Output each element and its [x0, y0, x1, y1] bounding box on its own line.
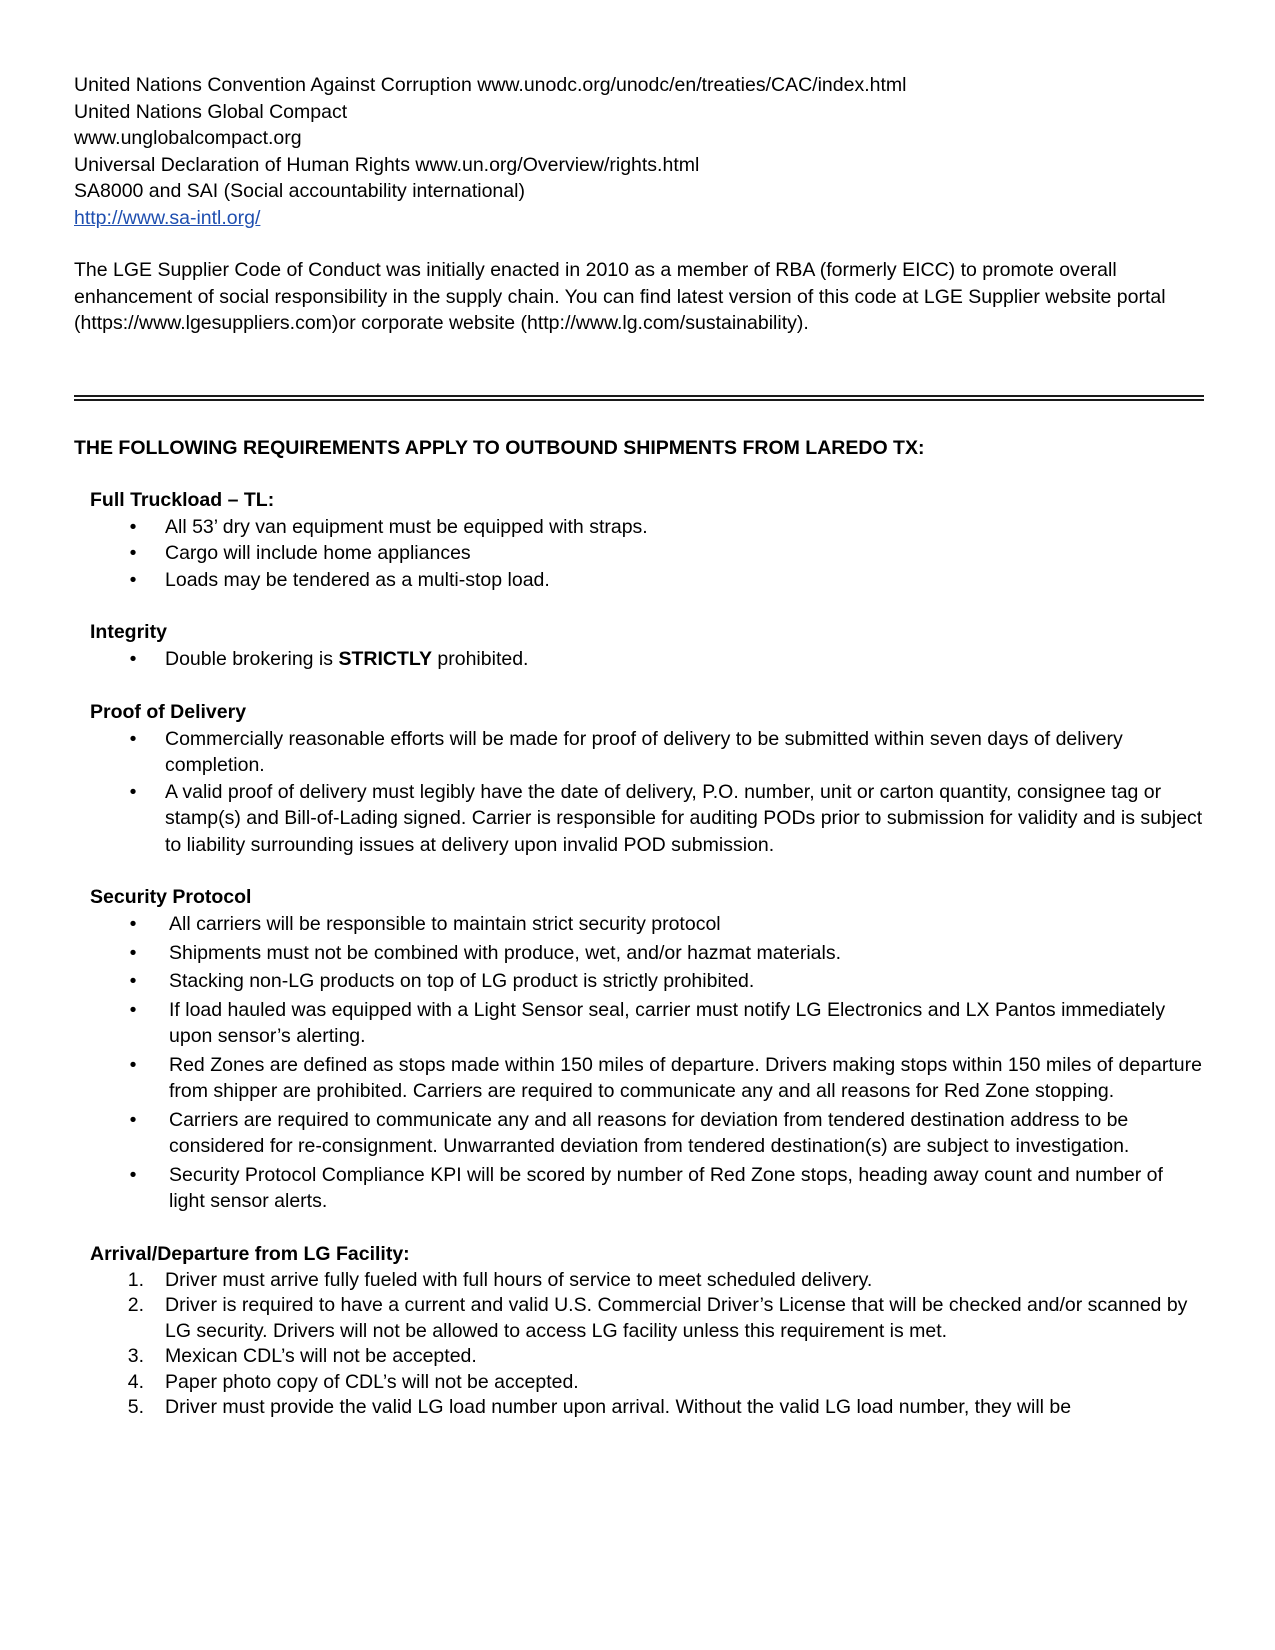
truckload-title: Full Truckload – TL: [90, 488, 275, 511]
references-block [74, 72, 1204, 231]
list-item: • A valid proof of delivery must legibly have the date of delivery, P.O. number, unit or carton quantity, consignee tag or stamp(s) and Bill-of-Lading signed. Carrier is responsible for auditing PODs prior to submission for validity and is subject to liability surrounding issues at delivery upon invalid POD submission. [74, 779, 1204, 859]
list-item: • Red Zones are defined as stops made within 150 miles of departure. Drivers making stops within 150 miles of departure from shipper are prohibited. Carriers are required to communicate any and all reasons for Red Zone stopping. [74, 1052, 1204, 1105]
list-item: • Loads may be tendered as a multi-stop load. [74, 567, 1204, 594]
section-arrival-departure [74, 1241, 1204, 1421]
integrity-list [74, 646, 1204, 673]
section-integrity [74, 619, 1204, 673]
bullet-icon: • [129, 727, 137, 750]
list-item: • Commercially reasonable efforts will be made for proof of delivery to be submitted within seven days of delivery completion. [74, 726, 1204, 779]
list-number: 4. [127, 1370, 144, 1393]
sa-intl-link[interactable]: http://www.sa-intl.org/ [74, 206, 261, 229]
requirements-heading: THE FOLLOWING REQUIREMENTS APPLY TO OUTBOUND SHIPMENTS FROM LAREDO TX: [74, 436, 925, 459]
intro-paragraph: The LGE Supplier Code of Conduct was initially enacted in 2010 as a member of RBA (formerly EICC) to promote overall enhancement of social responsibility in the supply chain. You can find latest version of this code at LGE Supplier website portal (https://www.lgesuppliers.com)or corporate website (http://www.lg.com/sustainability). [74, 259, 1166, 334]
list-number: 3. [127, 1345, 144, 1367]
section-divider [74, 395, 1204, 401]
section-truckload [74, 487, 1204, 594]
bullet-icon: • [129, 542, 137, 564]
list-item: • All carriers will be responsible to maintain strict security protocol [74, 911, 1204, 938]
security-title: Security Protocol [90, 886, 252, 908]
list-item: • Stacking non-LG products on top of LG product is strictly prohibited. [74, 968, 1204, 995]
reference-sa8000: SA8000 and SAI (Social accountability international) [74, 180, 525, 202]
bullet-icon: • [129, 568, 137, 591]
bullet-icon: • [129, 1163, 137, 1186]
bullet-icon: • [129, 515, 137, 538]
truckload-list [74, 514, 1204, 594]
bullet-icon: • [129, 998, 137, 1021]
document-page [74, 72, 1204, 1421]
arrival-title: Arrival/Departure from LG Facility: [90, 1242, 410, 1265]
integrity-title: Integrity [90, 621, 167, 643]
list-item: 5. Driver must provide the valid LG load number upon arrival. Without the valid LG load number, they will be [74, 1395, 1204, 1421]
bullet-icon: • [129, 780, 137, 803]
list-item: 3. Mexican CDL’s will not be accepted. [74, 1344, 1204, 1370]
pod-list [74, 726, 1204, 859]
list-item: 1. Driver must arrive fully fueled with full hours of service to meet scheduled delivery. [74, 1268, 1204, 1294]
bullet-icon: • [129, 941, 137, 964]
arrival-list [74, 1268, 1204, 1421]
bullet-icon: • [129, 970, 137, 992]
list-item: • If load hauled was equipped with a Light Sensor seal, carrier must notify LG Electronics and LX Pantos immediately upon sensor’s alerting. [74, 997, 1204, 1050]
pod-title: Proof of Delivery [90, 700, 247, 723]
bullet-icon: • [129, 913, 137, 935]
list-item: • Shipments must not be combined with produce, wet, and/or hazmat materials. [74, 940, 1204, 967]
bullet-icon: • [129, 648, 137, 670]
list-item: • Security Protocol Compliance KPI will be scored by number of Red Zone stops, heading away count and number of light sensor alerts. [74, 1162, 1204, 1215]
bullet-icon: • [129, 1053, 137, 1076]
bullet-icon: • [129, 1108, 137, 1131]
list-item: 2. Driver is required to have a current and valid U.S. Commercial Driver’s License that will be checked and/or scanned by LG security. Drivers will not be allowed to access LG facility unless this requirement is met. [74, 1293, 1204, 1344]
section-proof-of-delivery [74, 699, 1204, 859]
list-number: 2. [127, 1294, 144, 1316]
reference-global-compact-url: www.unglobalcompact.org [74, 127, 302, 149]
list-item: • All 53’ dry van equipment must be equipped with straps. [74, 514, 1204, 541]
section-security-protocol [74, 884, 1204, 1215]
list-item: • Cargo will include home appliances [74, 540, 1204, 567]
list-number: 5. [127, 1396, 144, 1418]
list-number: 1. [127, 1268, 144, 1291]
reference-unodc: United Nations Convention Against Corruption www.unodc.org/unodc/en/treaties/CAC/index.html [74, 74, 907, 96]
list-item: 4. Paper photo copy of CDL’s will not be accepted. [74, 1370, 1204, 1396]
emphasis-text: STRICTLY [338, 648, 432, 670]
list-item: • Double brokering is STRICTLY prohibited. [74, 646, 1204, 673]
reference-global-compact: United Nations Global Compact [74, 100, 348, 123]
list-item: • Carriers are required to communicate any and all reasons for deviation from tendered destination address to be considered for re-consignment. Unwarranted deviation from tendered destination(s) are subject to investigation. [74, 1107, 1204, 1160]
reference-human-rights: Universal Declaration of Human Rights www.un.org/Overview/rights.html [74, 153, 700, 176]
security-list [74, 911, 1204, 1215]
